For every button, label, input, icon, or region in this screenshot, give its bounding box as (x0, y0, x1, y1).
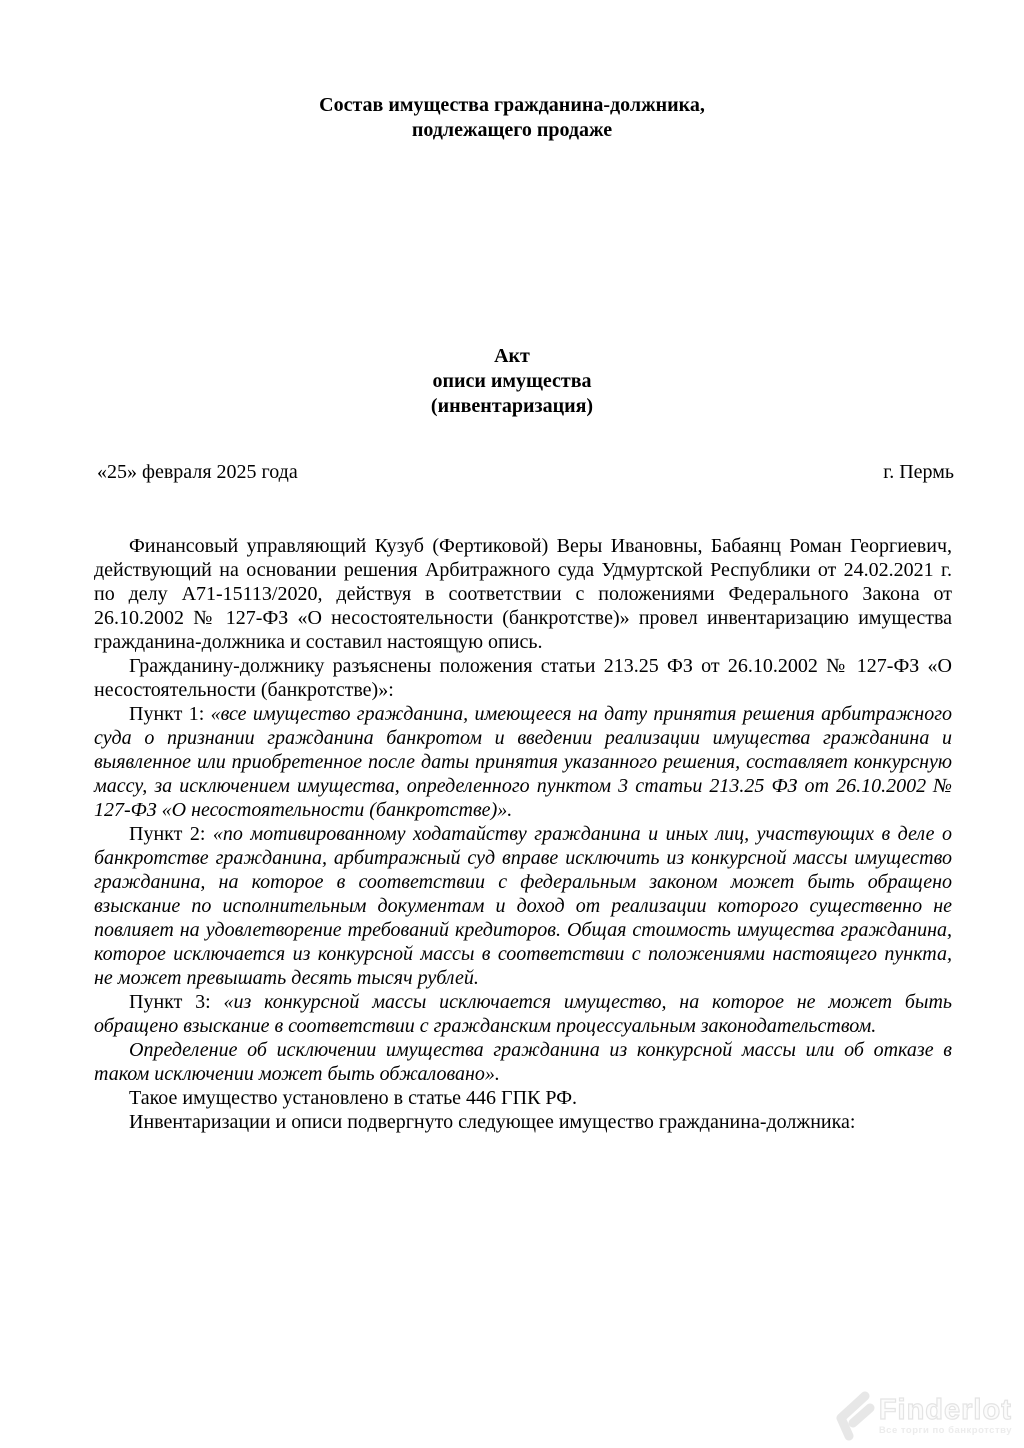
paragraph-point-1 (94, 702, 952, 822)
paragraph-definition-text: Определение об исключении имущества гражданина из конкурсной массы или об отказе в таком исключении может быть обжаловано». (94, 1039, 952, 1085)
point-3-quote: «из конкурсной массы исключается имущество, на которое не может быть обращено взыскание в соответствии с гражданским процессуальным законодательством. (94, 991, 952, 1037)
paragraph-definition (94, 1038, 952, 1086)
point-2-label: Пункт 2: (129, 823, 213, 845)
paragraph-intro (94, 534, 952, 654)
paragraph-inventory-intro-text: Инвентаризации и описи подвергнуто следующее имущество гражданина-должника: (129, 1111, 856, 1133)
paragraph-explained-text: Гражданину-должнику разъяснены положения статьи 213.25 ФЗ от 26.10.2002 № 127-ФЗ «О несостоятельности (банкротстве)»: (94, 655, 952, 701)
point-1-quote: «все имущество гражданина, имеющееся на дату принятия решения арбитражного суда о признании гражданина банкротом и введении реализации имущества гражданина и выявленное или приобретенное после даты принятия указанного решения, составляет конкурсную массу, за исключением имущества, определенного пунктом 3 статьи 213.25 ФЗ от 26.10.2002 № 127-ФЗ «О несостоятельности (банкротстве)». (94, 703, 952, 821)
document-date: «25» февраля 2025 года (97, 461, 298, 483)
finderlot-watermark (829, 1390, 1012, 1442)
document-city: г. Пермь (883, 461, 954, 483)
paragraph-point-3 (94, 990, 952, 1038)
act-title-line1: Акт (494, 345, 530, 367)
act-title (0, 344, 1024, 419)
paragraph-point-2 (94, 822, 952, 990)
paragraph-inventory-intro (94, 1110, 952, 1134)
document-title-line1: Состав имущества гражданина-должника, (319, 94, 705, 116)
document-title (0, 93, 1024, 143)
document-title-line2: подлежащего продаже (411, 119, 613, 141)
point-2-quote: «по мотивированному ходатайству гражданина и иных лиц, участвующих в деле о банкротстве гражданина, арбитражный суд вправе исключить из конкурсной массы имущество гражданина, на которое в соответствии с федеральным законом может быть обращено взыскание по исполнительным документам и доход от реализации которого существенно не повлияет на удовлетворение требований кредиторов. Общая стоимость имущества гражданина, которое исключается из конкурсной массы в соответствии с положениями настоящего пункта, не может превышать десять тысяч рублей. (94, 823, 952, 989)
document-body (94, 534, 952, 1134)
paragraph-explained (94, 654, 952, 702)
point-1-label: Пункт 1: (129, 703, 211, 725)
dateline (97, 460, 954, 484)
act-title-line2: описи имущества (432, 370, 592, 392)
paragraph-gpk-text: Такое имущество установлено в статье 446 ГПК РФ. (129, 1087, 577, 1109)
paragraph-intro-text: Финансовый управляющий Кузуб (Фертиковой) Веры Ивановны, Бабаянц Роман Георгиевич, действующий на основании решения Арбитражного суда Удмуртской Республики от 24.02.2021 г. по делу А71-15113/2020, действуя в соответствии с положениями Федерального Закона от 26.10.2002 № 127-ФЗ «О несостоятельности (банкротстве)» провел инвентаризацию имущества гражданина-должника и составил настоящую опись. (94, 535, 952, 653)
watermark-tagline: Все торги по банкротству (878, 1425, 1012, 1436)
paragraph-gpk (94, 1086, 952, 1110)
act-title-line3: (инвентаризация) (430, 395, 594, 417)
watermark-brand: Finderlot (878, 1394, 1012, 1426)
watermark-text (879, 1396, 1012, 1436)
finderlot-logo-icon (829, 1390, 875, 1442)
point-3-label: Пункт 3: (129, 991, 224, 1013)
